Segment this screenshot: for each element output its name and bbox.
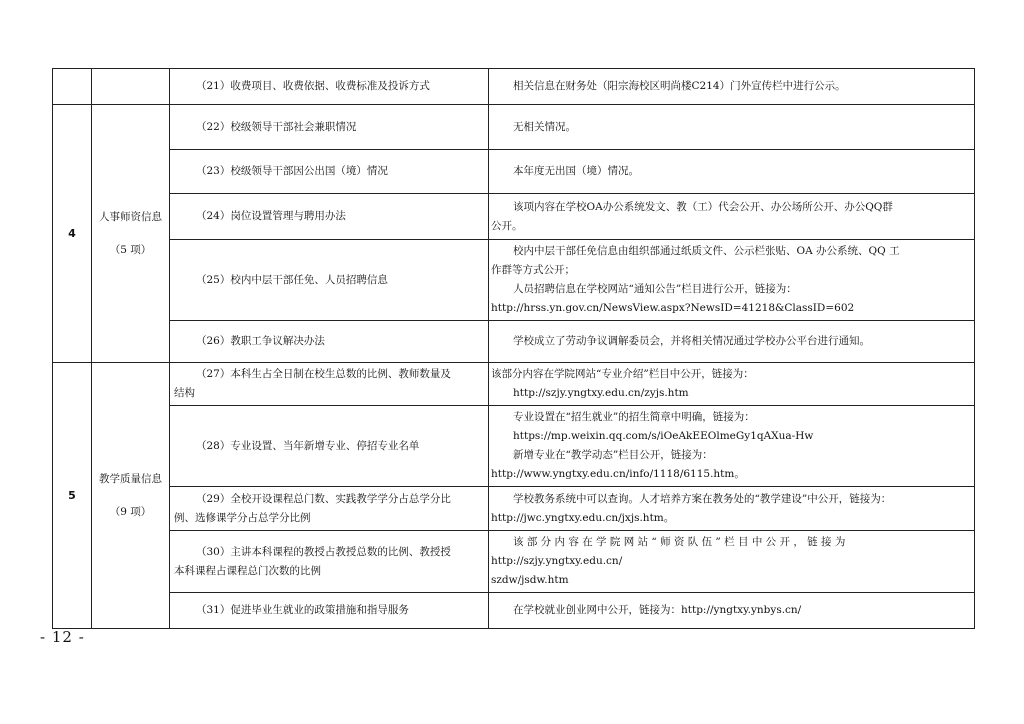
content-link: http://www.yngtxy.edu.cn/info/1118/6115.htm。 (491, 468, 745, 480)
content-cell (489, 105, 975, 150)
content-line: 专业设置在“招生就业”的招生简章中明确，链接为： (513, 411, 755, 423)
table-row (53, 69, 975, 105)
item-cell (170, 240, 489, 321)
category-cell (92, 105, 170, 363)
content-link: szdw/jsdw.htm (491, 574, 569, 586)
content-line: 学校成立了劳动争议调解委员会，并将相关情况通过学校办公平台进行通知。 (513, 335, 870, 347)
item-text: 例、选修课学分占总学分比例 (174, 511, 311, 524)
content-cell (489, 194, 975, 240)
item-text: （28）专业设置、当年新增专业、停招专业名单 (196, 439, 420, 452)
row-number-cell (53, 69, 92, 105)
content-line: 相关信息在财务处（阳宗海校区明尚楼C214）门外宣传栏中进行公示。 (513, 80, 846, 92)
item-cell (170, 363, 489, 406)
category-count: （5 项） (109, 243, 152, 256)
content-cell (489, 593, 975, 629)
content-cell (489, 531, 975, 593)
content-line: 学校教务系统中可以查询。人才培养方案在教务处的“教学建设”中公开，链接为： (513, 492, 892, 505)
table-row (53, 150, 975, 194)
item-text: 本科课程占课程总门次数的比例 (174, 564, 321, 577)
table-row (53, 531, 975, 593)
item-text: （24）岗位设置管理与聘用办法 (196, 210, 346, 222)
content-cell (489, 240, 975, 321)
content-cell (489, 321, 975, 363)
page-number: - 12 - (40, 628, 85, 646)
item-cell (170, 531, 489, 593)
item-text: （23）校级领导干部因公出国（境）情况 (196, 165, 388, 177)
table-row (53, 487, 975, 531)
item-text: （22）校级领导干部社会兼职情况 (196, 120, 357, 133)
table-row (53, 593, 975, 629)
category-cell (92, 363, 170, 629)
content-line: 校内中层干部任免信息由组织部通过纸质文件、公示栏张贴、OA 办公系统、QQ 工 (513, 245, 900, 257)
row-number-cell: 4 (53, 105, 92, 363)
content-line: 该 部 分 内 容 在 学 院 网 站 “ 师 资 队 伍 ” 栏 目 中 公 开 ， 链 接 为 (513, 536, 846, 548)
item-text: （21）收费项目、收费依据、收费标准及投诉方式 (196, 80, 430, 92)
row-number-cell: 5 (53, 363, 92, 629)
table-row (53, 194, 975, 240)
item-cell (170, 321, 489, 363)
item-cell (170, 150, 489, 194)
content-link: http://szjy.yngtxy.edu.cn/zyjs.htm (513, 387, 689, 399)
item-text: 结构 (174, 387, 195, 399)
table-row (53, 240, 975, 321)
item-cell (170, 406, 489, 487)
table-row (53, 105, 975, 150)
content-link: http://jwc.yngtxy.edu.cn/jxjs.htm。 (491, 511, 675, 524)
item-cell (170, 593, 489, 629)
item-cell (170, 487, 489, 531)
category-title: 教学质量信息 (99, 472, 162, 485)
content-line: 人员招聘信息在学校网站“通知公告”栏目进行公开，链接为： (513, 283, 797, 295)
content-line: 本年度无出国（境）情况。 (513, 165, 639, 177)
content-link: https://mp.weixin.qq.com/s/iOeAkEEOlmeGy1qAXua-Hw (513, 430, 814, 442)
table-row (53, 363, 975, 406)
content-line: 公开。 (491, 219, 523, 232)
content-link: http://hrss.yn.gov.cn/NewsView.aspx?NewsID=41218&ClassID=602 (491, 302, 855, 314)
item-cell (170, 69, 489, 105)
category-title: 人事师资信息 (99, 210, 162, 223)
table-row (53, 406, 975, 487)
item-cell (170, 194, 489, 240)
content-cell (489, 406, 975, 487)
content-line: 该项内容在学校OA办公系统发文、教（工）代会公开、办公场所公开、办公QQ群 (513, 200, 893, 213)
content-cell (489, 69, 975, 105)
item-text: （31）促进毕业生就业的政策措施和指导服务 (196, 604, 409, 616)
item-text: （27）本科生占全日制在校生总数的比例、教师数量及 (196, 368, 451, 380)
item-cell (170, 105, 489, 150)
content-line: 该部分内容在学院网站“专业介绍”栏目中公开，链接为： (491, 368, 754, 380)
content-line: 无相关情况。 (513, 120, 576, 133)
content-cell (489, 150, 975, 194)
content-link: http://szjy.yngtxy.edu.cn/ (491, 555, 623, 567)
disclosure-table (52, 68, 975, 629)
category-cell (92, 69, 170, 105)
content-cell (489, 363, 975, 406)
table-row (53, 321, 975, 363)
category-count: （9 项） (109, 505, 152, 518)
item-text: （25）校内中层干部任免、人员招聘信息 (196, 273, 388, 286)
content-line: 在学校就业创业网中公开，链接为：http://yngtxy.ynbys.cn/ (513, 604, 802, 616)
item-text: （26）教职工争议解决办法 (196, 335, 325, 347)
content-line: 作群等方式公开； (491, 264, 575, 276)
content-cell (489, 487, 975, 531)
item-text: （29）全校开设课程总门数、实践教学学分占总学分比 (196, 492, 451, 505)
content-line: 新增专业在“教学动态”栏目公开，链接为： (513, 449, 713, 461)
item-text: （30）主讲本科课程的教授占教授总数的比例、教授授 (196, 545, 451, 558)
